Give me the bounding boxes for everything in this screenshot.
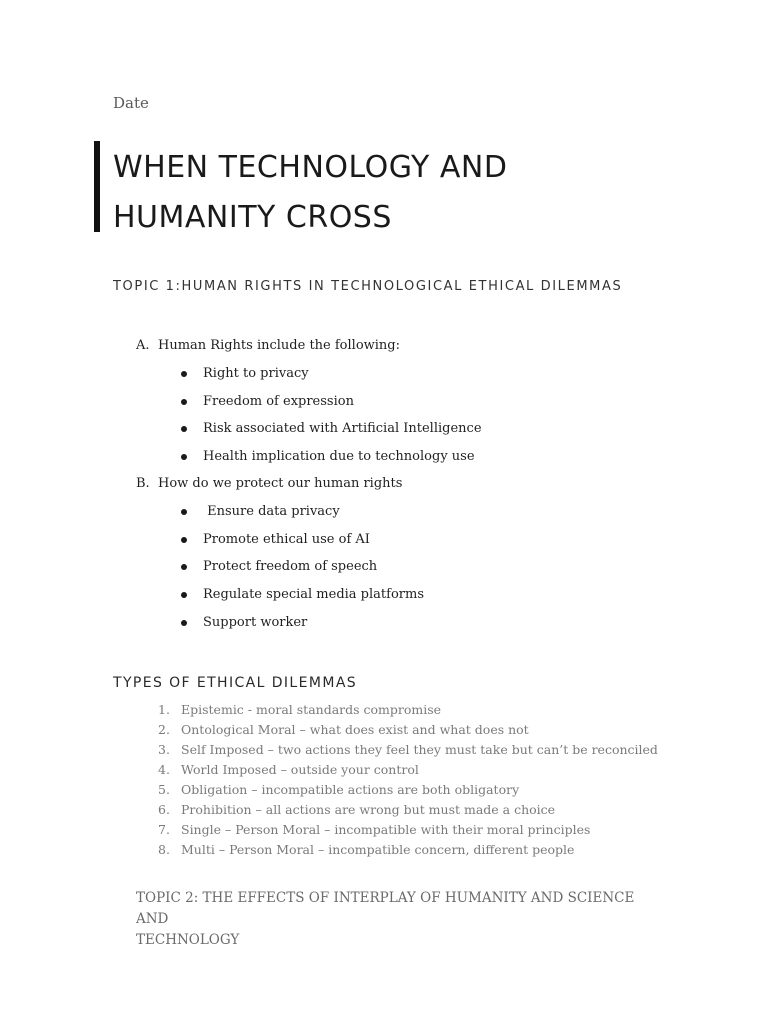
list-item-text: Support worker [203,615,308,630]
list-item-text: Prohibition – all actions are wrong but must made a choice [181,802,556,817]
title-line-1: WHEN TECHNOLOGY AND [113,150,508,185]
list-number: 2. [158,722,170,737]
outline-marker: A. [136,338,150,353]
list-number: 4. [158,762,170,777]
list-number: 5. [158,782,170,797]
list-item-text: Single – Person Moral – incompatible with their moral principles [181,822,591,837]
bullet-icon [181,537,187,543]
list-item-text: Ensure data privacy [203,504,340,519]
outline-marker: B. [136,476,150,491]
list-item-text: Protect freedom of speech [203,559,378,574]
date-label: Date [113,94,149,112]
bullet-icon [181,620,187,626]
bullet-icon [181,454,187,460]
list-item-text: Regulate special media platforms [203,587,424,602]
topic-2-line-2: TECHNOLOGY [136,932,240,948]
bullet-icon [181,371,187,377]
title-accent-bar [94,141,100,232]
bullet-icon [181,399,187,405]
list-item-text: Health implication due to technology use [203,449,475,464]
bullet-icon [181,592,187,598]
list-item-text: Epistemic - moral standards compromise [181,702,442,717]
outline-text: How do we protect our human rights [158,476,403,491]
list-item-text: Freedom of expression [203,394,354,409]
topic-2-line-1: TOPIC 2: THE EFFECTS OF INTERPLAY OF HUMANITY AND SCIENCE AND [136,890,635,927]
list-item-text: Promote ethical use of AI [203,532,370,547]
document-title [113,143,713,243]
list-item-text: Right to privacy [203,366,309,381]
title-line-2: HUMANITY CROSS [113,200,392,235]
list-item-text: Ontological Moral – what does exist and what does not [181,722,529,737]
list-number: 6. [158,802,170,817]
list-number: 1. [158,702,170,717]
topic-1-heading: TOPIC 1:HUMAN RIGHTS IN TECHNOLOGICAL ETHICAL DILEMMAS [113,279,623,294]
list-number: 7. [158,822,170,837]
topic-2-heading [136,888,636,951]
list-number: 3. [158,742,170,757]
bullet-icon [181,564,187,570]
list-item-text: Self Imposed – two actions they feel they must take but can’t be reconciled [181,742,658,757]
list-item-text: World Imposed – outside your control [181,762,419,777]
bullet-icon [181,426,187,432]
list-item-text: Multi – Person Moral – incompatible concern, different people [181,842,575,857]
list-number: 8. [158,842,170,857]
bullet-icon [181,509,187,515]
types-heading: TYPES OF ETHICAL DILEMMAS [113,675,358,691]
list-item-text: Risk associated with Artificial Intelligence [203,421,482,436]
list-item-text: Obligation – incompatible actions are both obligatory [181,782,520,797]
outline-text: Human Rights include the following: [158,338,401,353]
